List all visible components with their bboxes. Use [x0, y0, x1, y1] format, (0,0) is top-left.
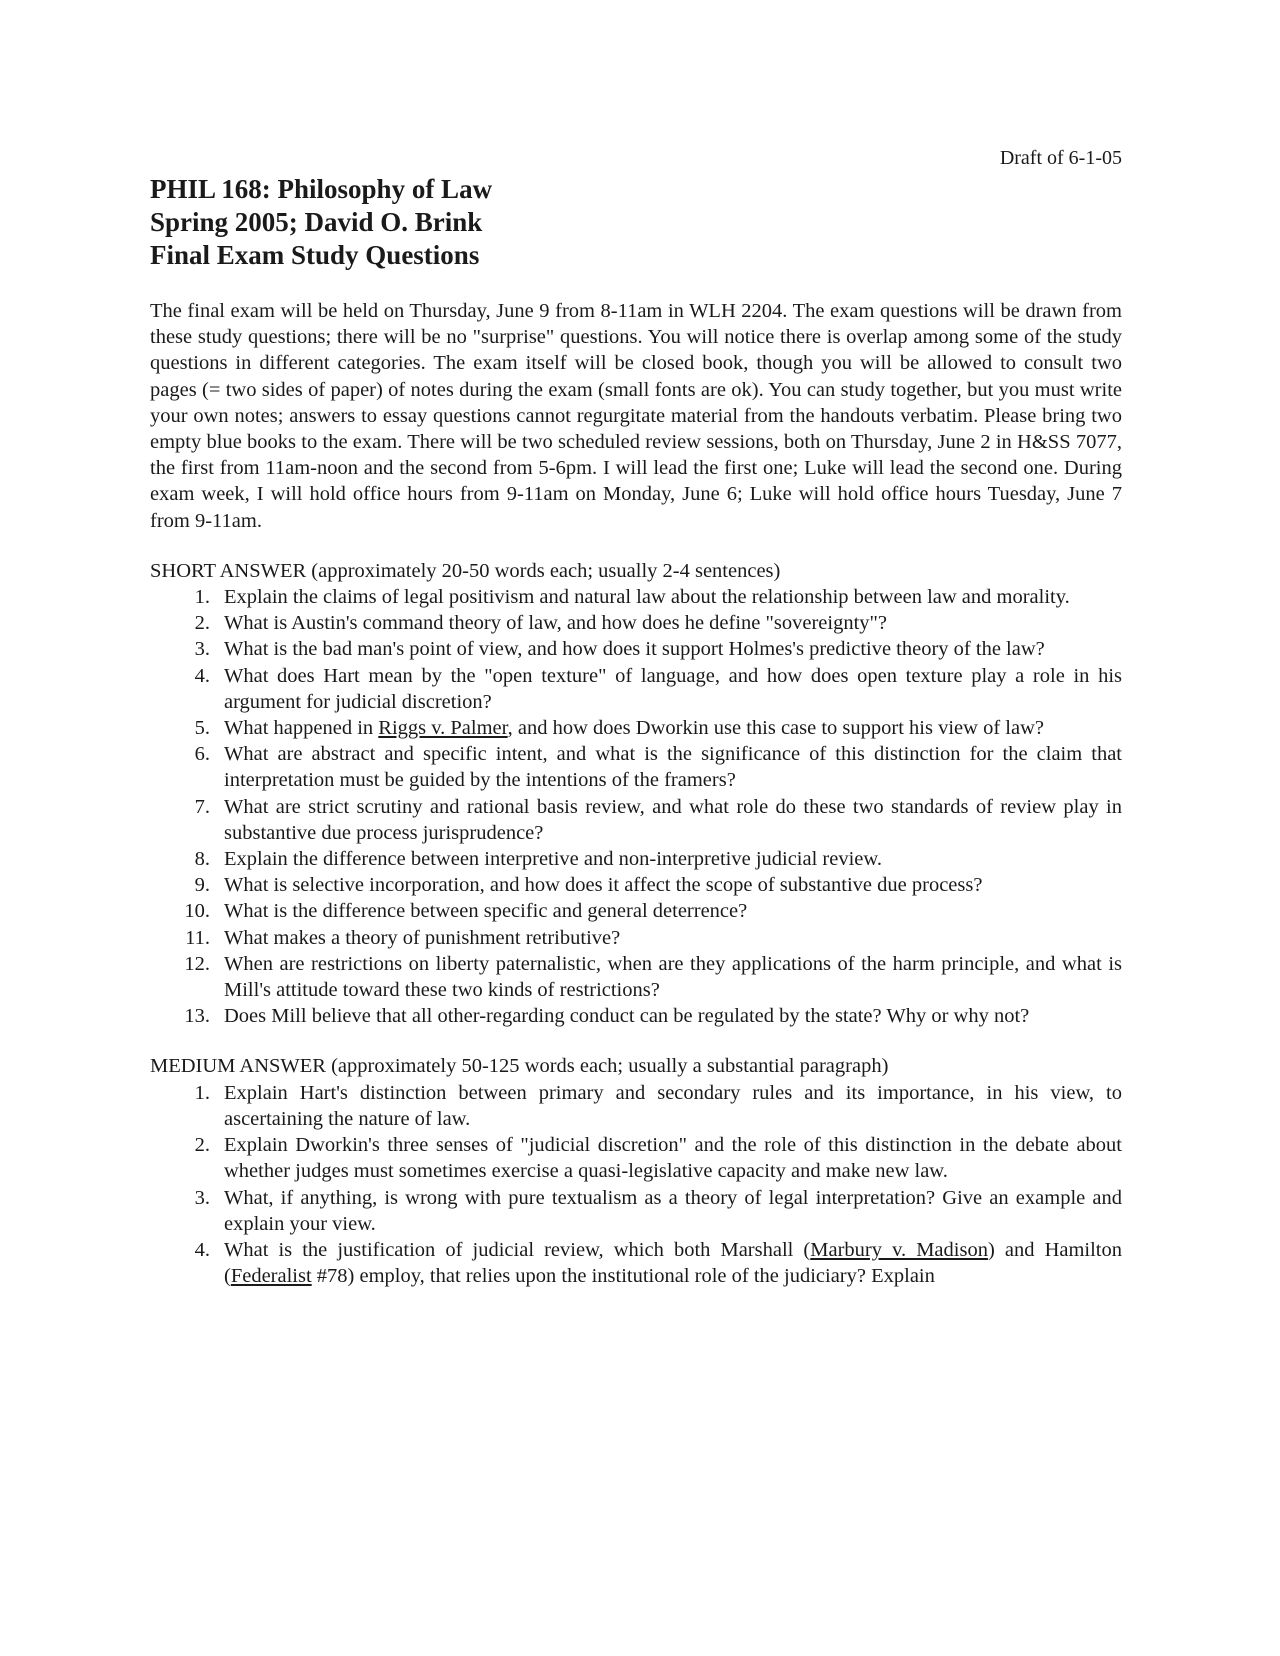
item-text-post: #78) employ, that relies upon the institutional role of the judiciary? Explain — [311, 1265, 935, 1288]
item-text-pre: What is the justification of judicial review, which both Marshall ( — [224, 1238, 811, 1261]
case-name: Riggs v. Palmer — [378, 717, 508, 740]
medium-answer-list — [150, 1080, 1122, 1290]
item-text: What is Austin's command theory of law, and how does he define "sovereignty"? — [224, 612, 887, 635]
publication-name: Federalist — [230, 1265, 312, 1288]
list-item — [150, 951, 1122, 1003]
item-text: What is the difference between specific and general deterrence? — [224, 900, 748, 923]
medium-answer-heading: MEDIUM ANSWER (approximately 50-125 words each; usually a substantial paragraph) — [150, 1055, 889, 1078]
item-number: 8. — [194, 848, 210, 871]
list-item — [150, 846, 1122, 872]
list-item — [150, 872, 1122, 898]
item-text: Does Mill believe that all other-regarding conduct can be regulated by the state? Why or why not? — [224, 1005, 1030, 1028]
item-number: 6. — [194, 743, 210, 766]
item-text-pre: What happened in — [224, 717, 379, 740]
term-instructor: Spring 2005; David O. Brink — [150, 207, 483, 237]
list-item — [150, 715, 1122, 741]
item-number: 11. — [185, 926, 210, 949]
list-item — [150, 741, 1122, 793]
item-text: What are abstract and specific intent, and what is the significance of this distinction for the claim that interpretation must be guided by the intentions of the framers? — [224, 743, 1122, 792]
item-number: 3. — [194, 638, 210, 661]
list-item — [150, 1237, 1122, 1289]
list-item — [150, 1003, 1122, 1029]
item-text: What are strict scrutiny and rational basis review, and what role do these two standards of review play in substantive due process jurisprudence? — [224, 795, 1122, 844]
item-number: 9. — [194, 874, 210, 897]
item-text: Explain Hart's distinction between primary and secondary rules and its importance, in his view, to ascertaining the nature of law. — [224, 1081, 1122, 1130]
item-text: What is the bad man's point of view, and how does it support Holmes's predictive theory of the law? — [224, 638, 1045, 661]
course-title: PHIL 168: Philosophy of Law — [150, 174, 493, 204]
list-item — [150, 663, 1122, 715]
item-text-post: , and how does Dworkin use this case to support his view of law? — [507, 717, 1044, 740]
item-text: What, if anything, is wrong with pure textualism as a theory of legal interpretation? Give an example and explain your view. — [224, 1186, 1122, 1235]
item-text: Explain Dworkin's three senses of "judicial discretion" and the role of this distinction in the debate about whether judges must sometimes exercise a quasi-legislative capacity and make new law. — [224, 1134, 1122, 1183]
item-text: What is selective incorporation, and how does it affect the scope of substantive due process? — [224, 874, 983, 897]
item-number: 4. — [194, 1238, 210, 1261]
document-page — [150, 145, 1122, 1289]
short-answer-list — [150, 584, 1122, 1029]
list-item — [150, 1132, 1122, 1184]
item-text: Explain the claims of legal positivism and natural law about the relationship between law and morality. — [224, 586, 1070, 609]
list-item — [150, 584, 1122, 610]
short-answer-heading: SHORT ANSWER (approximately 20-50 words each; usually 2-4 sentences) — [150, 559, 781, 582]
item-number: 12. — [184, 952, 210, 975]
list-item — [150, 898, 1122, 924]
list-item — [150, 794, 1122, 846]
item-number: 1. — [194, 586, 210, 609]
list-item — [150, 636, 1122, 662]
title-block — [150, 173, 1122, 272]
list-item — [150, 925, 1122, 951]
item-text: When are restrictions on liberty paternalistic, when are they applications of the harm principle, and what is Mill's attitude toward these two kinds of restrictions? — [224, 952, 1122, 1002]
item-number: 7. — [194, 795, 210, 818]
item-number: 10. — [184, 900, 210, 923]
list-item — [150, 610, 1122, 636]
item-text: What does Hart mean by the "open texture" of language, and how does open texture play a role in his argument for judicial discretion? — [224, 664, 1122, 713]
item-text: Explain the difference between interpretive and non-interpretive judicial review. — [224, 848, 882, 871]
intro-paragraph: The final exam will be held on Thursday, June 9 from 8-11am in WLH 2204. The exam questions will be drawn from these study questions; there will be no "surprise" questions. You will notice there is overlap among some of the study questions in different categories. The exam itself will be closed book, though you will be allowed to consult two pages (= two sides of paper) of notes during the exam (small fonts are ok). You can study together, but you must write your own notes; answers to essay questions cannot regurgitate material from the handouts verbatim. Please bring two empty blue books to the exam. There will be two scheduled review sessions, both on Thursday, June 2 in H&SS 7077, the first from 11am-noon and the second from 5-6pm. I will lead the first one; Luke will lead the second one. During exam week, I will hold office hours from 9-11am on Monday, June 6; Luke will hold office hours Tuesday, June 7 from 9-11am. — [150, 300, 1122, 532]
item-number: 13. — [184, 1005, 210, 1028]
item-number: 4. — [194, 664, 210, 687]
item-number: 5. — [194, 717, 210, 740]
item-number: 2. — [194, 1134, 210, 1157]
draft-date: Draft of 6-1-05 — [999, 147, 1122, 169]
item-number: 1. — [194, 1081, 210, 1104]
item-text-mid: ) and Hamilton ( — [224, 1238, 1122, 1288]
document-title: Final Exam Study Questions — [150, 240, 480, 270]
list-item — [150, 1080, 1122, 1132]
item-text: What makes a theory of punishment retributive? — [224, 926, 621, 949]
list-item — [150, 1185, 1122, 1237]
case-name: Marbury v. Madison — [810, 1238, 988, 1261]
item-number: 2. — [194, 612, 210, 635]
item-number: 3. — [194, 1186, 210, 1209]
